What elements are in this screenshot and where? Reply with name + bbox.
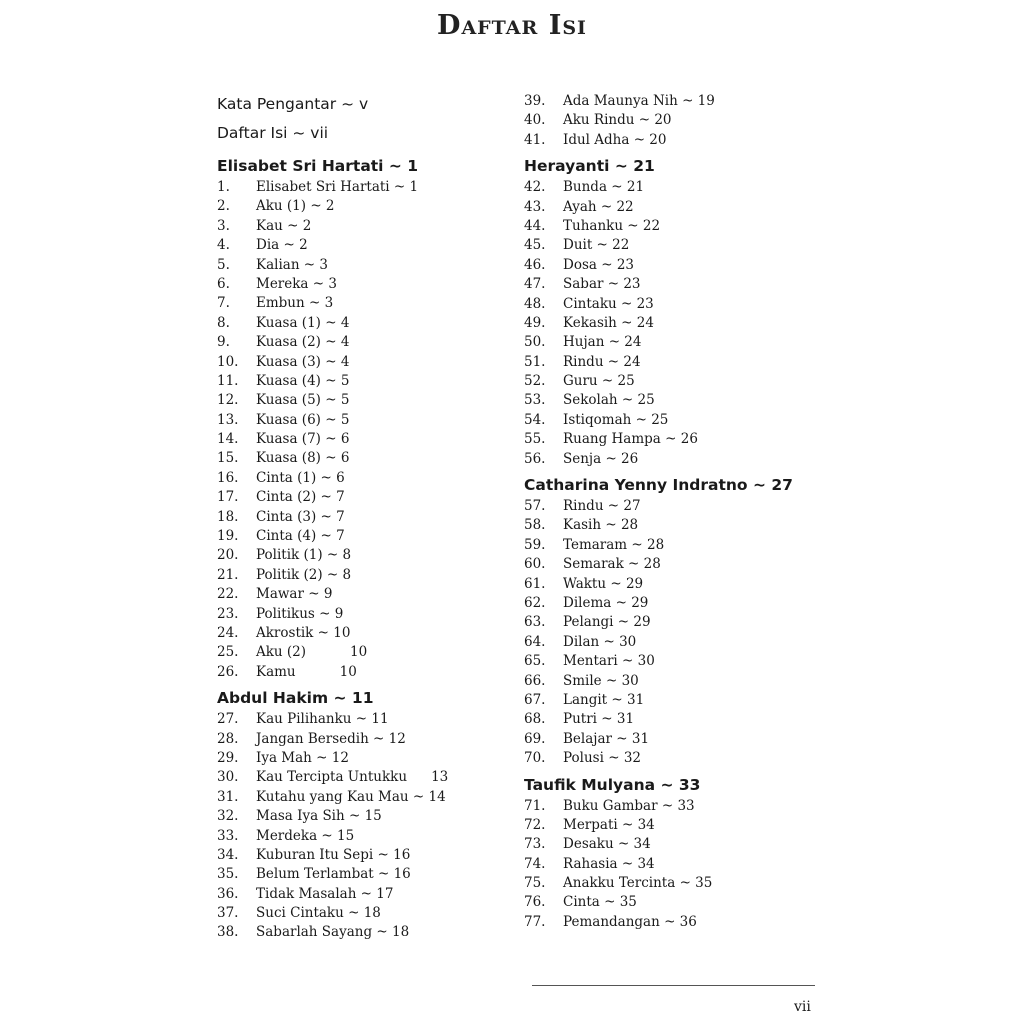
toc-entry bbox=[217, 256, 507, 275]
toc-entry bbox=[217, 411, 507, 430]
entry-title: Hujan ~ 24 bbox=[563, 334, 642, 351]
toc-entry bbox=[217, 333, 507, 352]
toc-entry bbox=[524, 575, 824, 594]
front-matter-item: Kata Pengantar ~ v bbox=[217, 95, 369, 113]
toc-entry bbox=[217, 294, 507, 313]
entry-title: Cinta (2) ~ 7 bbox=[256, 489, 345, 506]
toc-entry bbox=[524, 516, 824, 535]
toc-entry bbox=[524, 893, 824, 912]
entry-title: Kuasa (5) ~ 5 bbox=[256, 392, 350, 409]
entry-number: 60. bbox=[524, 556, 546, 573]
entry-title: Putri ~ 31 bbox=[563, 711, 635, 728]
entry-title: Dilema ~ 29 bbox=[563, 594, 649, 611]
toc-entry bbox=[524, 497, 824, 516]
entry-number: 19. bbox=[217, 528, 239, 545]
toc-entry bbox=[217, 391, 507, 410]
entry-title: Cinta (3) ~ 7 bbox=[256, 508, 345, 525]
toc-entry bbox=[524, 816, 824, 835]
entry-number: 31. bbox=[217, 788, 239, 805]
entry-title: Belajar ~ 31 bbox=[563, 730, 650, 747]
entry-title: Kamu bbox=[256, 663, 296, 680]
entry-title: Politik (2) ~ 8 bbox=[256, 566, 352, 583]
entry-title: Cintaku ~ 23 bbox=[563, 295, 654, 312]
entry-number: 8. bbox=[217, 314, 230, 331]
entry-number: 53. bbox=[524, 392, 546, 409]
entry-title: Kalian ~ 3 bbox=[256, 256, 328, 273]
toc-entry bbox=[217, 663, 507, 682]
toc-entry bbox=[524, 835, 824, 854]
entry-number: 69. bbox=[524, 730, 546, 747]
toc-entry bbox=[524, 256, 824, 275]
toc-entry bbox=[524, 391, 824, 410]
entry-title: Kau ~ 2 bbox=[256, 217, 312, 234]
toc-entry bbox=[217, 846, 507, 865]
entry-number: 73. bbox=[524, 836, 546, 853]
entry-page: 10 bbox=[350, 644, 368, 661]
entry-title: Iya Mah ~ 12 bbox=[256, 749, 349, 766]
toc-entry bbox=[524, 217, 824, 236]
toc-entry bbox=[217, 643, 507, 662]
entry-number: 30. bbox=[217, 769, 239, 786]
entry-number: 4. bbox=[217, 237, 230, 254]
entry-title: Merpati ~ 34 bbox=[563, 816, 655, 833]
entry-title: Temaram ~ 28 bbox=[563, 536, 665, 553]
toc-entry bbox=[524, 555, 824, 574]
section-heading: Catharina Yenny Indratno ~ 27 bbox=[524, 476, 793, 495]
entry-title: Masa Iya Sih ~ 15 bbox=[256, 808, 382, 825]
entry-title: Aku (2) bbox=[256, 644, 307, 661]
toc-entry bbox=[524, 450, 824, 469]
toc-entry bbox=[217, 605, 507, 624]
entry-number: 49. bbox=[524, 314, 546, 331]
entry-number: 20. bbox=[217, 547, 239, 564]
entry-number: 44. bbox=[524, 217, 546, 234]
entry-title: Sabar ~ 23 bbox=[563, 276, 641, 293]
entry-number: 21. bbox=[217, 566, 239, 583]
entry-number: 72. bbox=[524, 816, 546, 833]
footer-rule bbox=[532, 985, 815, 986]
toc-entry bbox=[217, 197, 507, 216]
toc-entry bbox=[217, 566, 507, 585]
entry-title: Pelangi ~ 29 bbox=[563, 614, 651, 631]
entry-title: Guru ~ 25 bbox=[563, 373, 635, 390]
entry-title: Istiqomah ~ 25 bbox=[563, 411, 669, 428]
entry-title: Dosa ~ 23 bbox=[563, 256, 635, 273]
toc-entry bbox=[524, 111, 824, 130]
toc-entry bbox=[217, 624, 507, 643]
toc-entry bbox=[524, 633, 824, 652]
entry-number: 1. bbox=[217, 179, 230, 195]
entry-number: 63. bbox=[524, 614, 546, 631]
toc-entry bbox=[217, 788, 507, 807]
toc-entry bbox=[524, 236, 824, 255]
entry-number: 51. bbox=[524, 353, 546, 370]
toc-entry bbox=[217, 353, 507, 372]
toc-left-column bbox=[217, 92, 507, 943]
entry-number: 11. bbox=[217, 372, 239, 389]
entry-number: 46. bbox=[524, 256, 546, 273]
entry-number: 41. bbox=[524, 131, 546, 148]
entry-title: Senja ~ 26 bbox=[563, 450, 639, 467]
entry-title: Kasih ~ 28 bbox=[563, 517, 639, 534]
entry-number: 52. bbox=[524, 373, 546, 390]
entry-title: Kuasa (2) ~ 4 bbox=[256, 334, 350, 351]
entry-title: Rindu ~ 24 bbox=[563, 353, 641, 370]
entry-title: Polusi ~ 32 bbox=[563, 750, 641, 767]
section-heading: Abdul Hakim ~ 11 bbox=[217, 689, 374, 708]
entry-number: 3. bbox=[217, 217, 230, 234]
entry-title: Merdeka ~ 15 bbox=[256, 827, 355, 844]
entry-number: 7. bbox=[217, 295, 230, 312]
toc-entry bbox=[217, 275, 507, 294]
toc-entry bbox=[524, 411, 824, 430]
entry-number: 47. bbox=[524, 276, 546, 293]
toc-entry bbox=[524, 855, 824, 874]
entry-number: 16. bbox=[217, 469, 239, 486]
entry-title: Desaku ~ 34 bbox=[563, 836, 651, 853]
toc-entry bbox=[217, 865, 507, 884]
entry-title: Elisabet Sri Hartati ~ 1 bbox=[256, 179, 419, 195]
entry-number: 59. bbox=[524, 536, 546, 553]
toc-entry bbox=[217, 430, 507, 449]
entry-number: 36. bbox=[217, 885, 239, 902]
toc-entry bbox=[217, 488, 507, 507]
entry-number: 37. bbox=[217, 905, 239, 922]
entry-title: Cinta (1) ~ 6 bbox=[256, 469, 345, 486]
toc-entry bbox=[217, 904, 507, 923]
entry-title: Kutahu yang Kau Mau ~ 14 bbox=[256, 788, 446, 805]
toc-entry bbox=[217, 730, 507, 749]
toc-entry bbox=[524, 730, 824, 749]
entry-title: Buku Gambar ~ 33 bbox=[563, 797, 695, 814]
front-matter-item: Daftar Isi ~ vii bbox=[217, 124, 329, 142]
entry-page: 13 bbox=[431, 769, 449, 786]
entry-title: Kuasa (8) ~ 6 bbox=[256, 450, 350, 467]
entry-number: 56. bbox=[524, 450, 546, 467]
toc-entry bbox=[217, 710, 507, 729]
entry-title: Embun ~ 3 bbox=[256, 295, 334, 312]
entry-title: Cinta (4) ~ 7 bbox=[256, 528, 345, 545]
entry-number: 14. bbox=[217, 431, 239, 448]
entry-number: 17. bbox=[217, 489, 239, 506]
entry-number: 71. bbox=[524, 797, 546, 814]
entry-title: Sabarlah Sayang ~ 18 bbox=[256, 924, 410, 941]
entry-title: Ada Maunya Nih ~ 19 bbox=[563, 93, 715, 109]
section-heading: Herayanti ~ 21 bbox=[524, 157, 655, 176]
entry-title: Aku Rindu ~ 20 bbox=[563, 112, 672, 129]
entry-number: 45. bbox=[524, 237, 546, 254]
toc-entry bbox=[217, 236, 507, 255]
toc-entry bbox=[217, 885, 507, 904]
entry-title: Kuasa (4) ~ 5 bbox=[256, 372, 350, 389]
entry-title: Langit ~ 31 bbox=[563, 691, 645, 708]
entry-number: 32. bbox=[217, 808, 239, 825]
toc-entry bbox=[217, 527, 507, 546]
toc-entry bbox=[524, 797, 824, 816]
entry-number: 50. bbox=[524, 334, 546, 351]
entry-title: Mawar ~ 9 bbox=[256, 586, 333, 603]
toc-entry bbox=[524, 314, 824, 333]
toc-entry bbox=[524, 613, 824, 632]
toc-entry bbox=[524, 131, 824, 150]
entry-title: Anakku Tercinta ~ 35 bbox=[563, 875, 713, 892]
entry-title: Pemandangan ~ 36 bbox=[563, 913, 697, 930]
section-heading: Elisabet Sri Hartati ~ 1 bbox=[217, 157, 419, 175]
entry-number: 67. bbox=[524, 691, 546, 708]
toc-entry bbox=[217, 807, 507, 826]
entry-title: Bunda ~ 21 bbox=[563, 179, 645, 196]
entry-number: 9. bbox=[217, 334, 230, 351]
toc-entry bbox=[524, 333, 824, 352]
entry-number: 39. bbox=[524, 93, 546, 109]
toc-entry bbox=[217, 217, 507, 236]
entry-title: Cinta ~ 35 bbox=[563, 894, 637, 911]
entry-number: 26. bbox=[217, 663, 239, 680]
toc-entry bbox=[217, 749, 507, 768]
entry-title: Semarak ~ 28 bbox=[563, 556, 661, 573]
entry-number: 24. bbox=[217, 624, 239, 641]
entry-number: 54. bbox=[524, 411, 546, 428]
toc-entry bbox=[524, 913, 824, 932]
toc-entry bbox=[217, 827, 507, 846]
entry-title: Kuasa (7) ~ 6 bbox=[256, 431, 350, 448]
entry-number: 29. bbox=[217, 749, 239, 766]
entry-title: Jangan Bersedih ~ 12 bbox=[256, 730, 406, 747]
entry-number: 5. bbox=[217, 256, 230, 273]
entry-title: Kuasa (6) ~ 5 bbox=[256, 411, 350, 428]
page-title: Daftar Isi bbox=[437, 10, 587, 41]
toc-entry bbox=[524, 672, 824, 691]
entry-number: 62. bbox=[524, 594, 546, 611]
entry-title: Idul Adha ~ 20 bbox=[563, 131, 667, 148]
entry-number: 75. bbox=[524, 875, 546, 892]
entry-title: Mereka ~ 3 bbox=[256, 275, 337, 292]
toc-entry bbox=[217, 449, 507, 468]
entry-number: 22. bbox=[217, 586, 239, 603]
entry-number: 76. bbox=[524, 894, 546, 911]
entry-title: Rindu ~ 27 bbox=[563, 498, 641, 515]
entry-number: 66. bbox=[524, 672, 546, 689]
entry-title: Kau Pilihanku ~ 11 bbox=[256, 711, 389, 728]
entry-title: Dilan ~ 30 bbox=[563, 633, 637, 650]
toc-entry bbox=[524, 430, 824, 449]
entry-title: Suci Cintaku ~ 18 bbox=[256, 905, 381, 922]
toc-entry bbox=[217, 585, 507, 604]
toc-entry bbox=[217, 372, 507, 391]
entry-number: 38. bbox=[217, 924, 239, 941]
toc-entry bbox=[217, 314, 507, 333]
entry-number: 65. bbox=[524, 653, 546, 670]
entry-title: Akrostik ~ 10 bbox=[256, 624, 351, 641]
toc-entry bbox=[217, 923, 507, 942]
entry-number: 42. bbox=[524, 179, 546, 196]
section-heading: Taufik Mulyana ~ 33 bbox=[524, 775, 701, 794]
entry-page: 10 bbox=[339, 663, 357, 680]
toc-entry bbox=[524, 198, 824, 217]
toc-entry bbox=[524, 691, 824, 710]
toc-entry bbox=[524, 353, 824, 372]
toc-entry bbox=[524, 92, 824, 111]
entry-number: 58. bbox=[524, 517, 546, 534]
entry-number: 18. bbox=[217, 508, 239, 525]
toc-entry bbox=[217, 768, 507, 787]
toc-entry bbox=[217, 546, 507, 565]
entry-number: 35. bbox=[217, 866, 239, 883]
entry-title: Sekolah ~ 25 bbox=[563, 392, 655, 409]
entry-number: 28. bbox=[217, 730, 239, 747]
toc-entry bbox=[524, 372, 824, 391]
entry-title: Duit ~ 22 bbox=[563, 237, 630, 254]
entry-title: Kuasa (1) ~ 4 bbox=[256, 314, 350, 331]
entry-title: Kuburan Itu Sepi ~ 16 bbox=[256, 846, 411, 863]
toc-entry bbox=[524, 536, 824, 555]
toc-entry bbox=[524, 749, 824, 768]
entry-title: Rahasia ~ 34 bbox=[563, 855, 655, 872]
entry-number: 2. bbox=[217, 198, 230, 215]
toc-entry bbox=[524, 652, 824, 671]
entry-title: Waktu ~ 29 bbox=[563, 575, 644, 592]
toc-entry bbox=[217, 178, 507, 197]
entry-number: 34. bbox=[217, 846, 239, 863]
entry-title: Ruang Hampa ~ 26 bbox=[563, 431, 698, 448]
entry-number: 33. bbox=[217, 827, 239, 844]
entry-number: 64. bbox=[524, 633, 546, 650]
toc-entry bbox=[524, 295, 824, 314]
toc-entry bbox=[524, 710, 824, 729]
toc-entry bbox=[524, 178, 824, 197]
entry-title: Smile ~ 30 bbox=[563, 672, 639, 689]
entry-title: Politikus ~ 9 bbox=[256, 605, 344, 622]
entry-title: Tuhanku ~ 22 bbox=[563, 217, 661, 234]
entry-number: 40. bbox=[524, 112, 546, 129]
entry-title: Kuasa (3) ~ 4 bbox=[256, 353, 350, 370]
toc-right-column bbox=[524, 92, 824, 932]
entry-number: 77. bbox=[524, 913, 546, 930]
entry-number: 43. bbox=[524, 198, 546, 215]
entry-number: 25. bbox=[217, 644, 239, 661]
entry-number: 48. bbox=[524, 295, 546, 312]
page-number: vii bbox=[794, 999, 811, 1015]
entry-title: Aku (1) ~ 2 bbox=[256, 198, 335, 215]
entry-number: 68. bbox=[524, 711, 546, 728]
entry-number: 27. bbox=[217, 711, 239, 728]
entry-number: 6. bbox=[217, 275, 230, 292]
toc-entry bbox=[217, 508, 507, 527]
entry-number: 15. bbox=[217, 450, 239, 467]
entry-number: 61. bbox=[524, 575, 546, 592]
entry-number: 55. bbox=[524, 431, 546, 448]
entry-title: Kau Tercipta Untukku bbox=[256, 769, 408, 786]
entry-title: Politik (1) ~ 8 bbox=[256, 547, 352, 564]
toc-entry bbox=[217, 469, 507, 488]
toc-entry bbox=[524, 594, 824, 613]
entry-number: 23. bbox=[217, 605, 239, 622]
entry-number: 70. bbox=[524, 750, 546, 767]
entry-number: 12. bbox=[217, 392, 239, 409]
toc-entry bbox=[524, 275, 824, 294]
entry-title: Ayah ~ 22 bbox=[563, 198, 634, 215]
entry-title: Belum Terlambat ~ 16 bbox=[256, 866, 411, 883]
entry-title: Tidak Masalah ~ 17 bbox=[256, 885, 394, 902]
entry-title: Mentari ~ 30 bbox=[563, 653, 655, 670]
entry-title: Dia ~ 2 bbox=[256, 237, 308, 254]
entry-number: 10. bbox=[217, 353, 239, 370]
entry-number: 57. bbox=[524, 498, 546, 515]
entry-number: 74. bbox=[524, 855, 546, 872]
entry-title: Kekasih ~ 24 bbox=[563, 314, 654, 331]
entry-number: 13. bbox=[217, 411, 239, 428]
toc-entry bbox=[524, 874, 824, 893]
